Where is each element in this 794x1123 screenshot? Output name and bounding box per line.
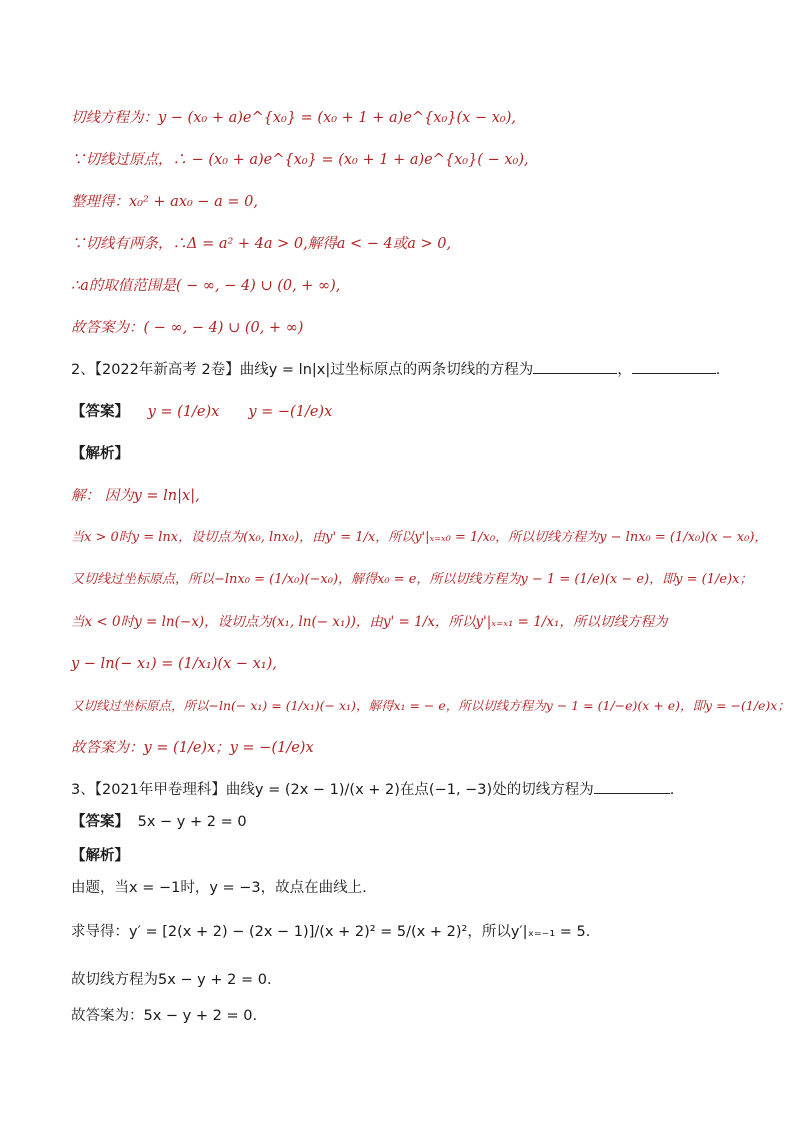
solution-step: 当x > 0时y = lnx，设切点为(x₀, lnx₀)，由y' = 1/x，所以y'|ₓ₌ₓ₀ = 1/x₀，所以切线方程为y − lnx₀ = (1/x₀)(x − x₀)， bbox=[71, 530, 768, 545]
answer-row-q2 bbox=[71, 402, 332, 422]
solution-step: 解： 因为y = ln|x|, bbox=[71, 488, 200, 504]
question-2-text: 2、【2022年新高考 2卷】曲线y = ln|x|过坐标原点的两条切线的方程为 bbox=[71, 362, 534, 378]
question-2 bbox=[71, 360, 720, 380]
question-2-end: . bbox=[715, 362, 721, 378]
solution-step: 由题，当x = −1时，y = −3，故点在曲线上. bbox=[71, 880, 367, 896]
question-3-end: . bbox=[669, 782, 675, 798]
tangent-through-origin-line: ∵切线过原点，∴ − (x₀ + a)e^{x₀} = (x₀ + 1 + a)e^{x₀}( − x₀), bbox=[71, 152, 529, 168]
answer-line-q3: 故答案为：5x − y + 2 = 0. bbox=[71, 1008, 258, 1024]
answer-blank-3 bbox=[594, 781, 670, 794]
answer-line-q1: 故答案为：( − ∞, − 4) ∪ (0, + ∞) bbox=[71, 320, 304, 336]
answer-value-q3: 5x − y + 2 = 0 bbox=[137, 814, 247, 830]
answer-row-q3 bbox=[71, 812, 247, 832]
solution-step: 当x < 0时y = ln(−x)，设切点为(x₁, ln(− x₁))，由y' = 1/x，所以y'|ₓ₌ₓ₁ = 1/x₁，所以切线方程为 bbox=[71, 614, 668, 630]
answer-line-q2: 故答案为：y = (1/e)x；y = −(1/e)x bbox=[71, 740, 314, 756]
tangent-equation-line: 切线方程为：y − (x₀ + a)e^{x₀} = (x₀ + 1 + a)e^{x₀}(x − x₀), bbox=[71, 110, 516, 126]
solution-step: 求导得：y′ = [2(x + 2) − (2x − 1)]/(x + 2)² = 5/(x + 2)²，所以y′|ₓ₌₋₁ = 5. bbox=[71, 924, 591, 940]
two-tangents-line: ∵切线有两条，∴Δ = a² + 4a > 0,解得a < − 4或a > 0, bbox=[71, 236, 452, 252]
question-2-separator: ， bbox=[617, 362, 632, 378]
solution-step: y − ln(− x₁) = (1/x₁)(x − x₁), bbox=[71, 656, 277, 672]
answer-label-q3: 【答案】 bbox=[71, 814, 129, 830]
solution-step: 又切线过坐标原点，所以−lnx₀ = (1/x₀)(−x₀)，解得x₀ = e，所以切线方程为y − 1 = (1/e)(x − e)，即y = (1/e)x； bbox=[71, 572, 753, 587]
question-3-text: 3、【2021年甲卷理科】曲线y = (2x − 1)/(x + 2)在点(−1, −3)处的切线方程为 bbox=[71, 782, 594, 798]
answer-blank-2 bbox=[632, 361, 716, 374]
question-3 bbox=[71, 780, 674, 800]
answer-value-q2: y = (1/e)x y = −(1/e)x bbox=[147, 404, 333, 420]
solution-step: 又切线过坐标原点，所以−ln(− x₁) = (1/x₁)(− x₁)，解得x₁ = − e，所以切线方程为y − 1 = (1/−e)(x + e)，即y = −(1/e)x； bbox=[71, 698, 790, 713]
solution-step: 故切线方程为5x − y + 2 = 0. bbox=[71, 972, 272, 988]
analysis-label-q2: 【解析】 bbox=[71, 446, 129, 462]
answer-blank-1 bbox=[533, 361, 617, 374]
simplify-line: 整理得：x₀² + ax₀ − a = 0, bbox=[71, 194, 259, 210]
answer-label-q2: 【答案】 bbox=[71, 404, 129, 420]
analysis-label-q3: 【解析】 bbox=[71, 848, 129, 864]
range-line: ∴a的取值范围是( − ∞, − 4) ∪ (0, + ∞), bbox=[71, 278, 341, 294]
